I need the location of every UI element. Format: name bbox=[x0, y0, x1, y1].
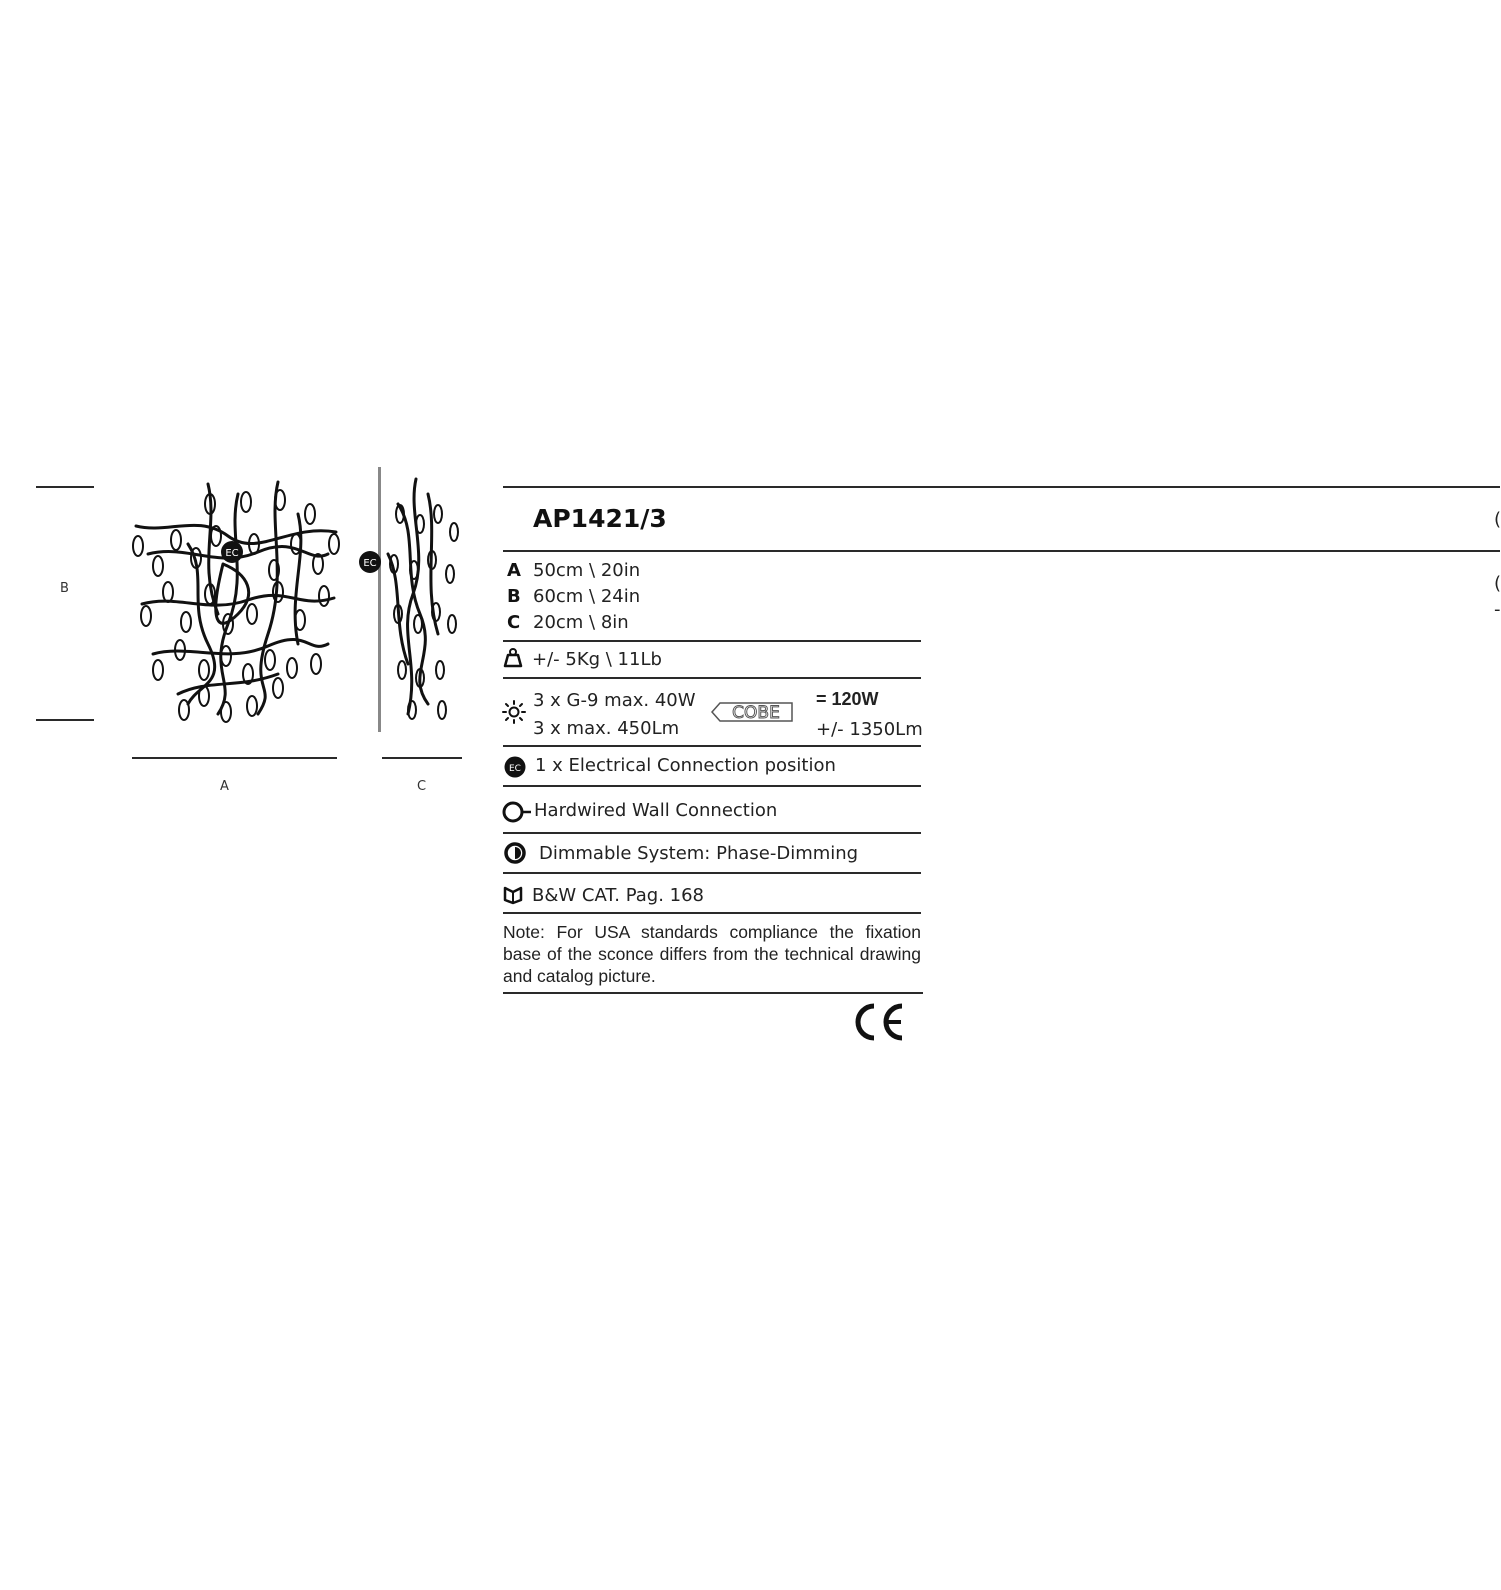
usa-compliance-note: Note: For USA standards compliance the fixation base of the sconce differs from the technical drawing and catalog picture. bbox=[503, 922, 921, 986]
svg-text:EC: EC bbox=[509, 764, 521, 774]
catalog-icon bbox=[504, 886, 522, 904]
dim-b-top-tick bbox=[36, 486, 94, 488]
divider bbox=[503, 872, 921, 874]
electrical-connection-icon bbox=[504, 756, 526, 778]
hardwired-connection-icon bbox=[502, 800, 534, 824]
dim-value-c: 20cm \ 8in bbox=[533, 612, 629, 633]
divider bbox=[503, 912, 921, 914]
next-column-glyph: ( bbox=[1494, 573, 1501, 594]
weight-value: +/- 5Kg \ 11Lb bbox=[532, 649, 662, 670]
product-code: AP1421/3 bbox=[533, 504, 667, 533]
dim-letter-a: A bbox=[507, 560, 521, 581]
divider bbox=[503, 677, 921, 679]
svg-text:EC: EC bbox=[225, 548, 239, 559]
dim-a-line bbox=[132, 757, 337, 759]
next-column-glyph: - bbox=[1494, 599, 1501, 620]
divider bbox=[503, 832, 921, 834]
bulb-icon bbox=[502, 700, 526, 724]
ec-count: 1 x Electrical Connection position bbox=[535, 755, 836, 776]
total-watt: = 120W bbox=[816, 689, 879, 709]
dim-b-label: B bbox=[60, 581, 69, 596]
divider bbox=[503, 640, 921, 642]
divider bbox=[503, 745, 921, 747]
side-view-drawing bbox=[358, 474, 468, 730]
dim-a-label: A bbox=[220, 779, 229, 794]
energy-label-text: COBE bbox=[732, 703, 780, 723]
dim-c-line bbox=[382, 757, 462, 759]
energy-label-icon bbox=[710, 700, 794, 724]
dim-letter-c: C bbox=[507, 612, 521, 633]
divider bbox=[503, 785, 921, 787]
svg-text:EC: EC bbox=[363, 558, 377, 569]
title-bottom-rule bbox=[503, 550, 1500, 552]
ce-mark-icon bbox=[852, 1002, 906, 1042]
next-column-glyph: ( bbox=[1494, 509, 1501, 530]
front-view-drawing bbox=[128, 474, 346, 730]
catalog-ref: B&W CAT. Pag. 168 bbox=[532, 885, 704, 906]
ce-mark-text: CE bbox=[852, 1002, 854, 1003]
dim-letter-b: B bbox=[507, 586, 521, 607]
wall-connection: Hardwired Wall Connection bbox=[534, 800, 778, 821]
dimmable-system: Dimmable System: Phase-Dimming bbox=[539, 843, 859, 864]
title-top-rule bbox=[503, 486, 1500, 488]
dim-c-label: C bbox=[417, 779, 427, 794]
lumen-spec: 3 x max. 450Lm bbox=[533, 718, 680, 739]
dim-value-b: 60cm \ 24in bbox=[533, 586, 641, 607]
dimmer-icon bbox=[504, 842, 526, 864]
lamp-spec: 3 x G-9 max. 40W bbox=[533, 690, 696, 711]
dim-value-a: 50cm \ 20in bbox=[533, 560, 641, 581]
divider bbox=[503, 992, 923, 994]
dim-b-bottom-tick bbox=[36, 719, 94, 721]
total-lumen: +/- 1350Lm bbox=[816, 719, 923, 740]
weight-icon bbox=[504, 648, 522, 668]
